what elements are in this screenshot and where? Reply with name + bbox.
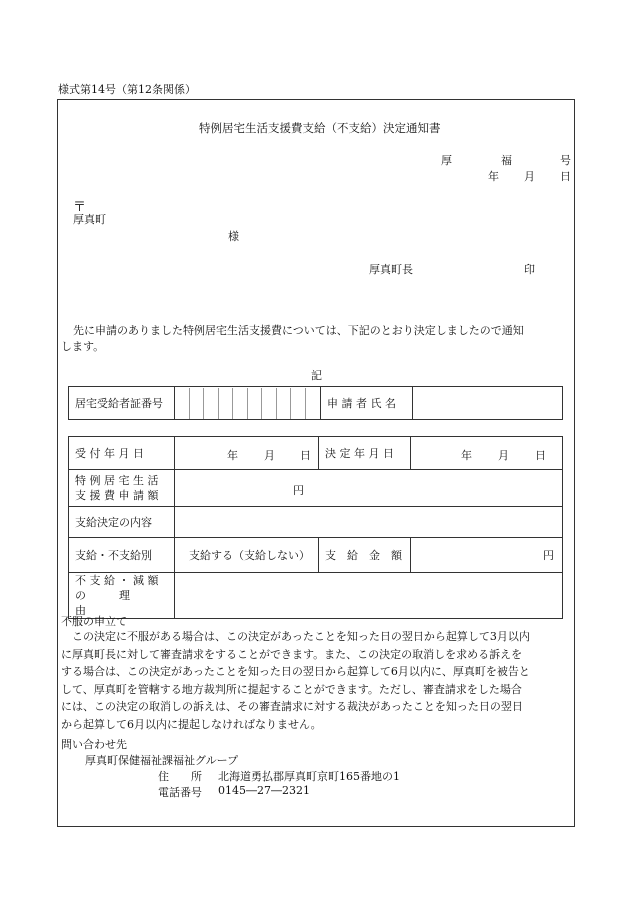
decision-day: 日 — [535, 449, 546, 462]
decision-date-field[interactable] — [411, 437, 563, 470]
recipient-town: 厚真町 — [73, 213, 106, 226]
contact-phone: 0145―27―2321 — [218, 784, 310, 797]
appeal-line: する場合は、この決定があったことを知った日の翌日から起算して6月以内に、厚真町を被告と — [61, 665, 530, 678]
contact-address-label: 住 所 — [158, 770, 202, 783]
reason-field[interactable] — [175, 573, 563, 619]
intro-line-2: します。 — [61, 340, 105, 353]
applicant-name-field[interactable] — [413, 387, 563, 420]
receipt-day: 日 — [300, 449, 311, 462]
application-amount-label-2: 支 援 費 申 請 額 — [75, 489, 159, 502]
contact-department: 厚真町保健福祉課福祉グループ — [85, 754, 239, 767]
date-day: 日 — [560, 170, 571, 183]
contact-heading: 問い合わせ先 — [61, 738, 127, 751]
decision-content-field[interactable] — [175, 507, 563, 538]
ref-char-2: 福 — [501, 154, 512, 167]
payment-type-label: 支給・不支給別 — [69, 538, 175, 573]
ref-char-3: 号 — [560, 154, 571, 167]
appeal-line: には、この決定の取消しの訴えは、その審査請求に対する裁決があったことを知った日の翌日 — [61, 700, 523, 713]
appeal-line: に厚真町長に対して審査請求をすることができます。また、この決定の取消しを求める訴えを — [61, 647, 523, 661]
appeal-line: して、厚真町を管轄する地方裁判所に提起することができます。ただし、審査請求をした場合 — [61, 682, 522, 696]
payment-amount-field[interactable] — [411, 538, 563, 573]
receipt-date-field[interactable] — [175, 437, 319, 470]
applicant-name-label: 申 請 者 氏 名 — [321, 387, 413, 420]
receipt-year: 年 — [227, 449, 238, 462]
receipt-date-label: 受 付 年 月 日 — [69, 437, 175, 470]
postal-mark: 〒 — [73, 200, 87, 215]
payment-type-value[interactable]: 支給する（支給しない） — [175, 538, 319, 573]
form-number: 様式第14号（第12条関係） — [58, 83, 196, 96]
receipt-month: 月 — [264, 449, 275, 462]
issuer-name: 厚真町長 — [369, 263, 413, 276]
contact-phone-label: 電話番号 — [158, 786, 202, 799]
date-year: 年 — [488, 170, 499, 183]
reason-label — [69, 573, 175, 619]
reason-label-2: の 理 由 — [75, 589, 163, 617]
decision-month: 月 — [498, 449, 509, 462]
cert-number-cells[interactable] — [175, 387, 321, 420]
application-amount-yen: 円 — [293, 484, 304, 497]
appeal-line: から起算して6月以内に提起しなければなりません。 — [61, 717, 322, 731]
payment-amount-yen: 円 — [543, 549, 554, 562]
intro-line-1: 先に申請のありました特例居宅生活支援費については、下記のとおり決定しましたので通知 — [73, 324, 524, 337]
seal-mark: 印 — [524, 263, 535, 276]
decision-table — [68, 436, 563, 619]
ki-heading: 記 — [311, 369, 322, 382]
payment-amount-label: 支 給 金 額 — [319, 538, 411, 573]
appeal-body — [61, 628, 530, 733]
date-month: 月 — [524, 170, 535, 183]
contact-address: 北海道勇払郡厚真町京町165番地の1 — [218, 770, 400, 783]
application-amount-field[interactable] — [175, 470, 563, 507]
recipient-honorific: 様 — [228, 230, 239, 243]
decision-year: 年 — [461, 449, 472, 462]
appeal-heading: 不服の申立て — [61, 615, 127, 628]
appeal-line: この決定に不服がある場合は、この決定があったことを知った日の翌日から起算して3月以内 — [61, 630, 530, 643]
page-title: 特例居宅生活支援費支給（不支給）決定通知書 — [199, 121, 441, 135]
ref-char-1: 厚 — [441, 154, 452, 167]
certificate-table — [68, 386, 563, 420]
reason-label-1: 不 支 給 ・ 減 額 — [75, 574, 159, 587]
cert-number-label: 居宅受給者証番号 — [69, 387, 175, 420]
application-amount-label — [69, 470, 175, 507]
decision-content-label: 支給決定の内容 — [69, 507, 175, 538]
decision-date-label: 決 定 年 月 日 — [319, 437, 411, 470]
application-amount-label-1: 特 例 居 宅 生 活 — [75, 474, 159, 487]
